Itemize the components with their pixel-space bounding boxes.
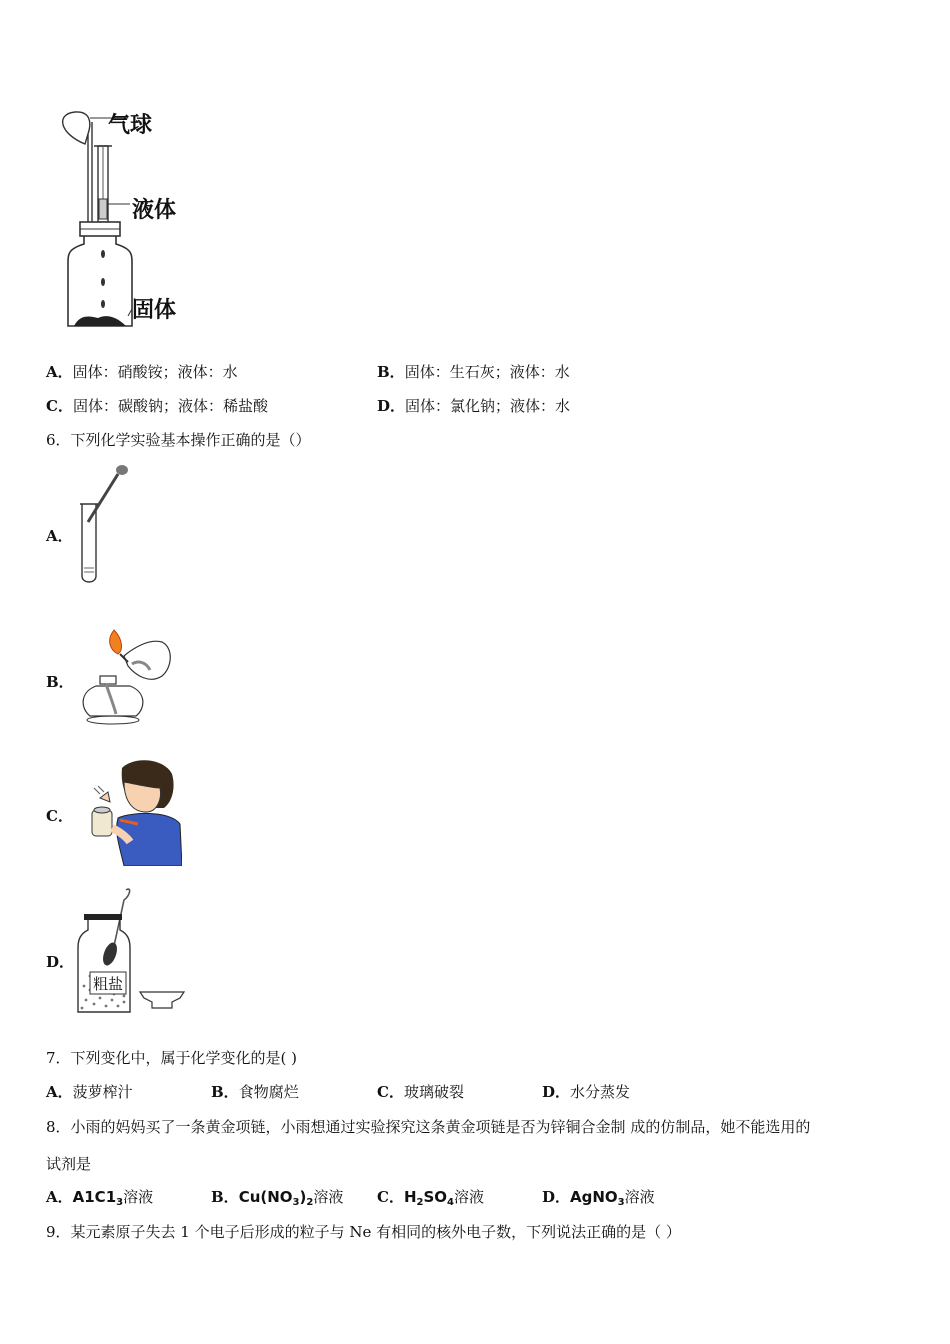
q8-option-a xyxy=(46,1186,153,1207)
q6-option-d-letter: D． xyxy=(46,953,75,971)
formula-subscript-2: 4 xyxy=(447,1197,455,1208)
q7-option-a xyxy=(46,1081,133,1102)
option-letter: A． xyxy=(46,1083,73,1101)
q7-stem: 7．下列变化中，属于化学变化的是( ) xyxy=(46,1049,298,1067)
q6-option-b-image xyxy=(76,620,176,726)
liquid-label: 液体 xyxy=(132,198,177,223)
q8-stem-line2: 试剂是 xyxy=(46,1155,92,1173)
q7-option-c xyxy=(377,1081,464,1102)
option-letter: B． xyxy=(377,363,405,381)
formula-subscript: 3 xyxy=(617,1197,625,1208)
q8-option-d xyxy=(542,1186,655,1207)
option-text: 食物腐烂 xyxy=(238,1083,299,1101)
formula: AgNO xyxy=(570,1188,618,1206)
option-letter: B． xyxy=(211,1083,239,1101)
option-text: 固体：氯化钠；液体：水 xyxy=(405,397,571,415)
balloon-label: 气球 xyxy=(108,113,153,138)
q6-option-c-image xyxy=(80,758,182,866)
formula: H xyxy=(403,1188,417,1206)
q8-stem-line1: 8．小雨的妈妈买了一条黄金项链，小雨想通过实验探究这条黄金项链是否为锌铜合金制 成的仿制品，她不能选用的 xyxy=(46,1118,811,1136)
option-suffix: 溶液 xyxy=(123,1188,154,1206)
option-suffix: 溶液 xyxy=(624,1188,655,1206)
q5-option-b xyxy=(377,361,570,382)
formula-subscript: 3 xyxy=(116,1197,124,1208)
option-text: 菠萝榨汁 xyxy=(72,1083,133,1101)
q9-stem: 9．某元素原子失去 1 个电子后形成的粒子与 Ne 有相同的核外电子数，下列说法正确的是（ ） xyxy=(46,1223,681,1241)
formula-tail: ) xyxy=(299,1188,307,1206)
q7-option-d xyxy=(542,1081,630,1102)
q6-option-d-image xyxy=(76,886,188,1016)
option-letter: B． xyxy=(211,1188,239,1206)
q8-option-c xyxy=(377,1186,484,1207)
formula: A1C1 xyxy=(72,1188,117,1206)
q5-option-d xyxy=(377,395,570,416)
option-text: 固体：生石灰；液体：水 xyxy=(404,363,570,381)
option-text: 固体：碳酸钠；液体：稀盐酸 xyxy=(72,397,268,415)
option-text: 玻璃破裂 xyxy=(403,1083,464,1101)
formula-subscript-2: 2 xyxy=(306,1197,314,1208)
q6-option-b-letter: B． xyxy=(46,673,74,691)
q6-option-c-letter: C． xyxy=(46,807,73,825)
option-letter: C． xyxy=(377,1083,404,1101)
option-letter: A． xyxy=(46,363,73,381)
option-text: 固体：硝酸铵；液体：水 xyxy=(72,363,238,381)
option-letter: D． xyxy=(542,1188,571,1206)
q5-option-c xyxy=(46,395,268,416)
option-text: 水分蒸发 xyxy=(570,1083,631,1101)
coarse-salt-label: 粗盐 xyxy=(93,975,124,993)
option-letter: C． xyxy=(377,1188,404,1206)
formula-tail: SO xyxy=(423,1188,448,1206)
option-suffix: 溶液 xyxy=(454,1188,485,1206)
option-letter: D． xyxy=(542,1083,571,1101)
option-suffix: 溶液 xyxy=(313,1188,344,1206)
q6-stem: 6．下列化学实验基本操作正确的是（） xyxy=(46,431,311,449)
option-letter: A． xyxy=(46,1188,73,1206)
q8-option-b xyxy=(211,1186,343,1207)
formula-subscript: 3 xyxy=(292,1197,300,1208)
option-letter: D． xyxy=(377,397,406,415)
q5-option-a xyxy=(46,361,238,382)
formula-subscript: 2 xyxy=(416,1197,424,1208)
q6-option-a-letter: A． xyxy=(46,527,73,545)
solid-label: 固体 xyxy=(132,298,177,323)
formula: Cu(NO xyxy=(238,1188,293,1206)
option-letter: C． xyxy=(46,397,73,415)
q7-option-b xyxy=(211,1081,299,1102)
q6-option-a-image xyxy=(74,460,134,586)
